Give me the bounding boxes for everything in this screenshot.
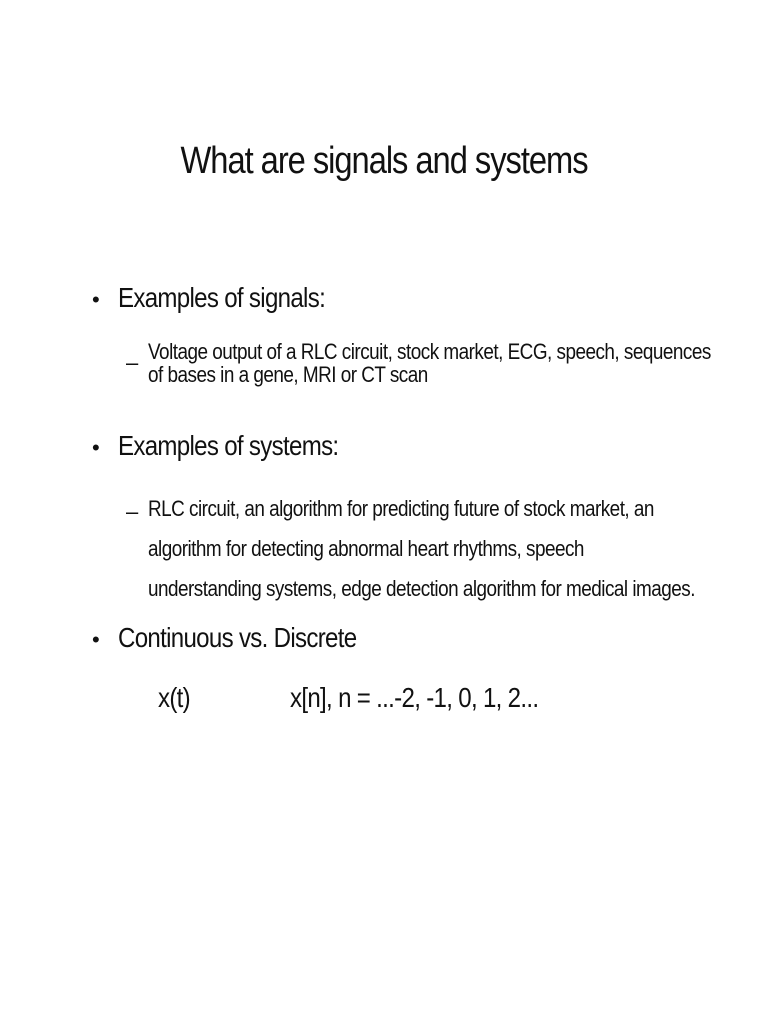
discrete-expression: x[n], n = ...-2, -1, 0, 1, 2... [290,682,539,713]
slide-title: What are signals and systems [180,140,588,182]
continuous-expression: x(t) [158,682,191,713]
bullet-marker: • [92,627,100,652]
bullet-examples-of-signals [92,282,359,314]
bullet-examples-of-systems [92,430,374,462]
dash-marker: – [126,499,139,524]
sub-bullet-line: understanding systems, edge detection algorithm for medical images. [148,576,696,601]
sub-bullet-text [148,489,696,609]
sub-bullet-line: Voltage output of a RLC circuit, stock market, ECG, speech, sequences [148,339,711,364]
sub-bullet-text [148,339,711,387]
dash-marker: – [126,350,139,375]
sub-bullet-systems [126,489,753,609]
sub-bullet-line: of bases in a gene, MRI or CT scan [148,362,428,387]
bullet-continuous-vs-discrete [92,622,395,654]
bullet-label: Examples of systems: [118,430,339,461]
bullet-marker: • [92,287,100,312]
bullet-label: Examples of signals: [118,282,326,313]
sub-bullet-line: algorithm for detecting abnormal heart rhythms, speech [148,536,584,561]
sub-bullet-line: RLC circuit, an algorithm for predicting future of stock market, an [148,496,654,521]
bullet-label: Continuous vs. Discrete [118,622,357,653]
bullet-marker: • [92,435,100,460]
sub-bullet-signals [126,340,753,386]
